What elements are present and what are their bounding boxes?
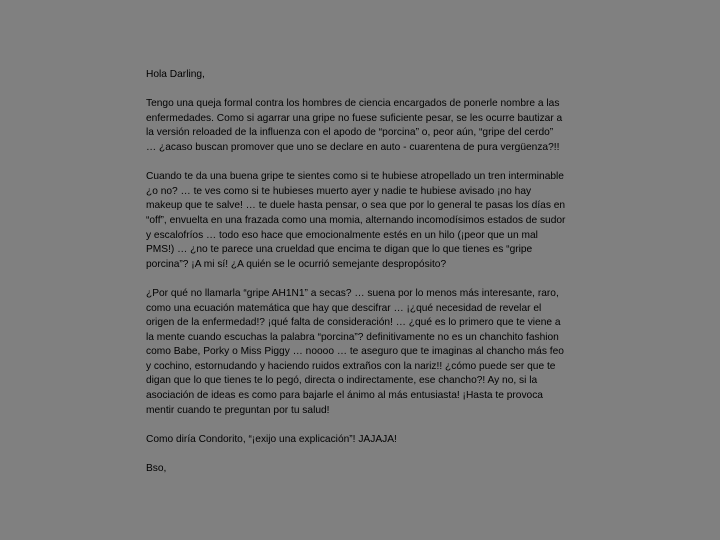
letter-paragraph: Cuando te da una buena gripe te sientes como si te hubiese atropellado un tren interminable ¿o no? … te ves como si te hubieses muerto ayer y nadie te hubiese avisado ¡no hay makeup que te salve! … te duele hasta pensar, o sea que por lo general te pasas los días en “off”, envuelta en una frazada como una momia, alternando incomodísimos estados de sudor y escalofríos … todo eso hace que emocionalmente estés en un hilo (¡peor que un mal PMS!) … ¿no te parece una crueldad que encima te digan que lo que tienes es “gripe porcina”? ¡A mi sí! ¿A quién se le ocurrió semejante despropósito? bbox=[146, 171, 566, 270]
letter-paragraph: Tengo una queja formal contra los hombres de ciencia encargados de ponerle nombre a las enfermedades. Como si agarrar una gripe no fuese suficiente pesar, se les ocurre bautizar a la versión reloaded de la influenza con el apodo de “porcina” o, peor aún, “gripe del cerdo” … ¿acaso buscan promover que uno se declare en auto - cuarentena de pura vergüenza?!! bbox=[146, 98, 563, 153]
letter-closing: Bso, bbox=[146, 463, 167, 475]
letter-body bbox=[146, 68, 566, 477]
letter-paragraph: ¿Por qué no llamarla “gripe AH1N1” a secas? … suena por lo menos más interesante, raro, como una ecuación matemática que hay que descifrar … ¡¿qué necesidad de revelar el origen de la enfermedad!? ¡qué falta de consideración! … ¿qué es lo primero que te viene a la mente cuando escuchas la palabra “porcina”? definitivamente no es un chanchito fashion como Babe, Porky o Miss Piggy … noooo … te aseguro que te imaginas al chancho más feo y cochino, estornudando y haciendo ruidos extraños con la nariz!! ¿cómo puede ser que te digan que lo que tienes te lo pegó, directa o indirectamente, ese chancho?! Ay no, si la asociación de ideas es como para bajarle el ánimo al más entusiasta! ¡Hasta te provoca mentir cuando te preguntan por tu salud! bbox=[146, 287, 564, 416]
letter-greeting: Hola Darling, bbox=[146, 69, 205, 80]
letter-paragraph: Como diría Condorito, “¡exijo una explicación”! JAJAJA! bbox=[146, 433, 397, 445]
